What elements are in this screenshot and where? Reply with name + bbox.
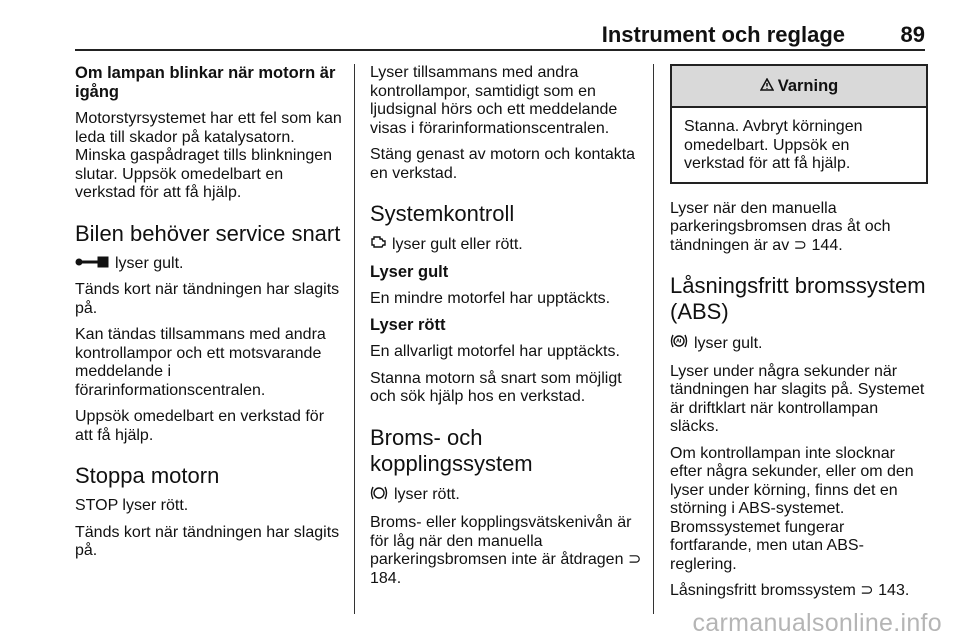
paragraph: En mindre motorfel har upptäckts.: [370, 289, 611, 307]
section-heading: Låsningsfritt bromssystem (ABS): [670, 273, 926, 324]
column-2: [370, 64, 642, 596]
indicator-line: [370, 235, 642, 255]
abs-icon: [670, 333, 688, 355]
wrench-icon: [75, 255, 109, 274]
section-heading: Om lampan blinkar när motorn är igång: [75, 64, 336, 101]
paragraph: Lyser under några sekunder när tändningen har slagits på. Systemet är driftklart när kontrollampan släcks.: [670, 362, 925, 435]
paragraph: Om kontrollampan inte slocknar efter några sekunder, eller om den lyser under körning, finns det en störning i ABS-systemet. Bromssystemet fungerar fortfarande, men utan ABS-reglering.: [670, 444, 914, 573]
paragraph: Stanna motorn så snart som möjligt och sök hjälp hos en verkstad.: [370, 369, 622, 405]
paragraph: En allvarligt motorfel har upptäckts.: [370, 343, 620, 360]
arrow-ref-icon: ⊃: [627, 551, 642, 568]
engine-icon: [370, 235, 386, 255]
warning-text: Stanna. Avbryt körningen omedelbart. Uppsök en verkstad för att få hjälp.: [684, 118, 863, 172]
paragraph-text: Låsningsfritt bromssystem: [670, 582, 856, 599]
paragraph: Stäng genast av motorn och kontakta en verkstad.: [370, 146, 636, 182]
paragraph: Tänds kort när tändningen har slagits på.: [75, 523, 340, 559]
warning-title: Varning: [777, 76, 839, 95]
paragraph: [370, 514, 642, 588]
paragraph: Tänds kort när tändningen har slagits på.: [75, 281, 340, 317]
column-3: [670, 64, 928, 609]
page-reference[interactable]: 184.: [370, 569, 402, 587]
arrow-ref-icon: ⊃: [860, 582, 874, 599]
indicator-text: STOP lyser rött.: [75, 497, 189, 514]
paragraph: [670, 200, 928, 256]
paragraph: Motorstyrsystemet har ett fel som kan leda till skador på katalysatorn. Minska gaspådraget tills blinkningen slutar. Uppsök omedelbart en verkstad för att få hjälp.: [75, 110, 342, 201]
page-reference[interactable]: 143.: [878, 582, 910, 599]
arrow-ref-icon: ⊃: [793, 236, 808, 254]
paragraph: Uppsök omedelbart en verkstad för att få hjälp.: [75, 408, 325, 444]
indicator-line: [75, 255, 345, 274]
header-rule: [75, 49, 925, 51]
indicator-line: [370, 485, 642, 507]
page-header: [75, 22, 925, 48]
section-heading: Stoppa motorn: [75, 463, 220, 488]
warning-icon: [760, 77, 774, 96]
indicator-text: lyser gult.: [694, 334, 763, 352]
warning-header: [672, 66, 926, 108]
header-title: Instrument och reglage: [601, 22, 845, 47]
column-divider: [653, 64, 654, 614]
column-divider: [354, 64, 355, 614]
section-heading: Broms- och kopplingssystem: [370, 424, 533, 476]
section-heading: Bilen behöver service snart: [75, 220, 341, 246]
watermark: carmanualsonline.info: [692, 609, 942, 637]
indicator-text: lyser gult eller rött.: [392, 235, 523, 253]
column-1: [75, 64, 345, 569]
indicator-line: [670, 333, 928, 355]
section-heading: Systemkontroll: [370, 201, 515, 226]
paragraph-text: Broms- eller kopplingsvätskenivån är för låg när den manuella parkeringsbromsen inte är åtdragen: [370, 514, 632, 568]
sub-heading: Lyser gult: [370, 262, 449, 281]
paragraph: Kan tändas tillsammans med andra kontrollampor och ett motsvarande meddelande i förarinformationscentralen.: [75, 326, 326, 399]
page-number: 89: [900, 22, 925, 47]
indicator-text: lyser rött.: [394, 486, 460, 503]
page-reference[interactable]: 144.: [811, 236, 843, 254]
paragraph: Lyser tillsammans med andra kontrollampor, samtidigt som en ljudsignal hörs och ett meddelande visas i förarinformationscentralen.: [370, 64, 618, 137]
warning-box: [670, 64, 928, 184]
indicator-text: lyser gult.: [115, 254, 184, 272]
paragraph-text: Lyser när den manuella parkeringsbromsen dras åt och tändningen är av: [670, 199, 891, 254]
paragraph: [670, 582, 928, 601]
brake-icon: [370, 485, 388, 507]
sub-heading: Lyser rött: [370, 316, 446, 334]
